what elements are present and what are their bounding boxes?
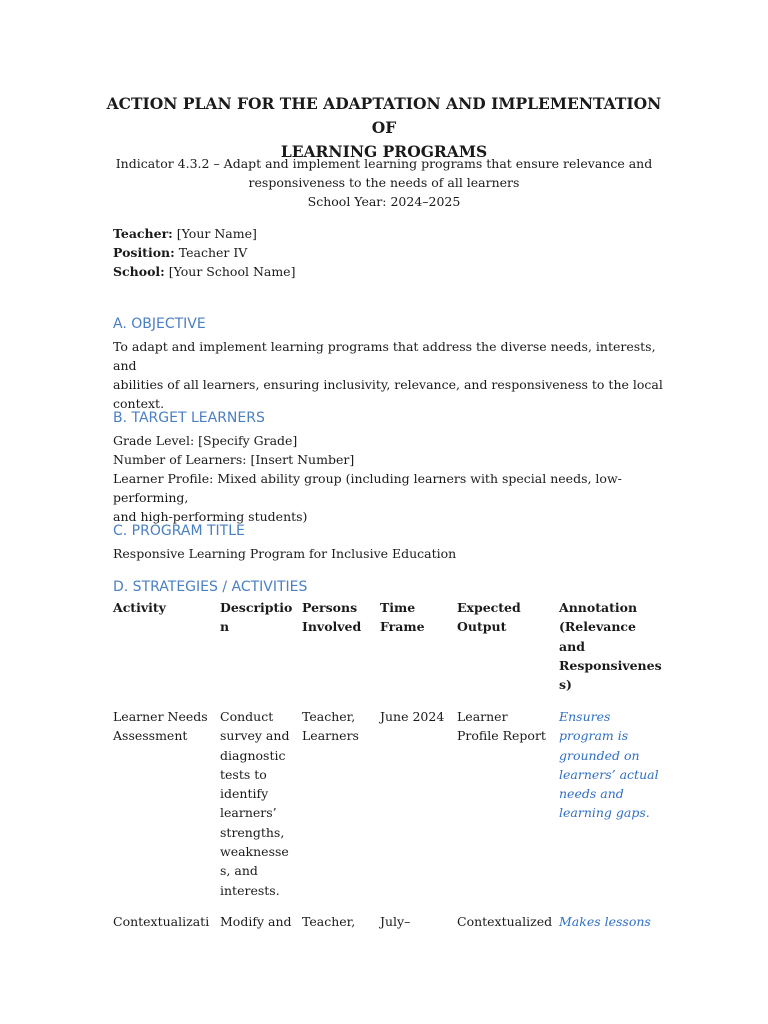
cell-description xyxy=(220,912,292,931)
title-line-1: ACTION PLAN FOR THE ADAPTATION AND IMPLEMENTATION OF xyxy=(106,94,662,137)
indicator-line-1: Indicator 4.3.2 – Adapt and implement learning programs that ensure relevance and xyxy=(115,156,653,171)
program-title-heading: C. PROGRAM TITLE xyxy=(113,523,245,539)
objective-line: context. xyxy=(113,396,165,411)
header-activity xyxy=(113,598,166,617)
title-line-2: LEARNING PROGRAMS xyxy=(280,142,488,161)
cell-text: learners’ xyxy=(220,805,277,821)
cell-time xyxy=(380,707,444,726)
header-text: Annotation xyxy=(559,600,638,615)
header-text: Involved xyxy=(302,619,362,635)
annotation-text: needs and xyxy=(559,786,624,802)
cell-text: July– xyxy=(380,914,411,929)
document-subtitle xyxy=(110,154,658,211)
cell-text: Learners xyxy=(302,728,359,744)
position-label: Position: xyxy=(113,245,175,260)
cell-text: interests. xyxy=(220,882,280,898)
cell-text: diagnostic xyxy=(220,747,286,763)
cell-annotation xyxy=(559,912,651,931)
annotation-text: Makes lessons xyxy=(559,914,651,929)
cell-text: strengths, xyxy=(220,824,285,840)
objective-heading: A. OBJECTIVE xyxy=(113,316,206,332)
cell-text: identify xyxy=(220,786,269,802)
header-text: n xyxy=(220,619,230,635)
cell-text: Profile Report xyxy=(457,728,546,744)
header-text: Descriptio xyxy=(220,600,293,615)
grade-level: Grade Level: [Specify Grade] xyxy=(113,433,298,448)
cell-text: s, and xyxy=(220,863,258,879)
indicator-line-2: responsiveness to the needs of all learners xyxy=(248,175,520,190)
position-line xyxy=(113,243,673,262)
number-of-learners: Number of Learners: [Insert Number] xyxy=(113,452,355,467)
cell-text: Conduct xyxy=(220,709,274,724)
header-time xyxy=(380,598,425,637)
cell-annotation xyxy=(559,707,659,823)
cell-persons xyxy=(302,912,355,931)
cell-text: Modify and xyxy=(220,914,292,929)
target-learners-heading: B. TARGET LEARNERS xyxy=(113,410,265,426)
learner-profile: Learner Profile: Mixed ability group (including learners with special needs, low-performing, xyxy=(113,471,622,505)
annotation-text: grounded on xyxy=(559,747,640,763)
teacher-value: [Your Name] xyxy=(172,226,257,241)
position-value: Teacher IV xyxy=(174,245,248,260)
teacher-label: Teacher: xyxy=(113,226,173,241)
header-persons xyxy=(302,598,361,637)
header-text: (Relevance xyxy=(559,619,636,635)
cell-output xyxy=(457,912,552,931)
header-description xyxy=(220,598,292,637)
school-label: School: xyxy=(113,264,165,279)
header-text: and xyxy=(559,638,585,654)
cell-text: Contextualizati xyxy=(113,914,210,929)
cell-activity xyxy=(113,912,209,931)
header-text: Activity xyxy=(113,600,166,615)
cell-text: tests to xyxy=(220,766,267,782)
header-text: s) xyxy=(559,677,572,693)
header-text: Expected xyxy=(457,600,521,615)
annotation-text: program is xyxy=(559,728,629,744)
learner-profile-cont: and high-performing students) xyxy=(113,509,308,524)
objective-line: To adapt and implement learning programs that address the diverse needs, interests, and xyxy=(113,339,656,373)
header-text: Time xyxy=(380,600,416,615)
cell-activity xyxy=(113,707,208,746)
school-value: [Your School Name] xyxy=(164,264,296,279)
cell-text: June 2024 xyxy=(380,709,445,724)
header-text: Frame xyxy=(380,619,425,635)
teacher-line xyxy=(113,224,673,243)
cell-output xyxy=(457,707,546,746)
cell-text: Learner xyxy=(457,709,508,724)
target-learners-text xyxy=(113,431,673,526)
annotation-text: Ensures xyxy=(559,709,611,724)
annotation-text: learners’ actual xyxy=(559,766,659,782)
cell-text: Teacher, xyxy=(302,914,356,929)
school-line xyxy=(113,262,673,281)
program-title: Responsive Learning Program for Inclusive Education xyxy=(113,546,457,561)
strategies-heading: D. STRATEGIES / ACTIVITIES xyxy=(113,579,308,595)
cell-text: Teacher, xyxy=(302,709,356,724)
cell-text: Assessment xyxy=(113,728,188,744)
school-year: School Year: 2024–2025 xyxy=(307,194,461,209)
cell-persons xyxy=(302,707,359,746)
header-annotation xyxy=(559,598,662,694)
header-text: Output xyxy=(457,619,507,635)
header-output xyxy=(457,598,521,637)
header-text: Responsivenes xyxy=(559,657,662,673)
cell-time xyxy=(380,912,410,931)
objective-text xyxy=(113,337,673,413)
objective-line: abilities of all learners, ensuring inclusivity, relevance, and responsiveness to the local xyxy=(113,377,663,392)
teacher-info xyxy=(113,224,673,281)
cell-text: Learner Needs xyxy=(113,709,208,724)
program-title-text xyxy=(113,544,673,563)
cell-text: Contextualized xyxy=(457,914,553,929)
annotation-text: learning gaps. xyxy=(559,805,650,821)
cell-description xyxy=(220,707,289,900)
cell-text: weaknesse xyxy=(220,844,289,860)
header-text: Persons xyxy=(302,600,358,615)
cell-text: survey and xyxy=(220,728,290,744)
